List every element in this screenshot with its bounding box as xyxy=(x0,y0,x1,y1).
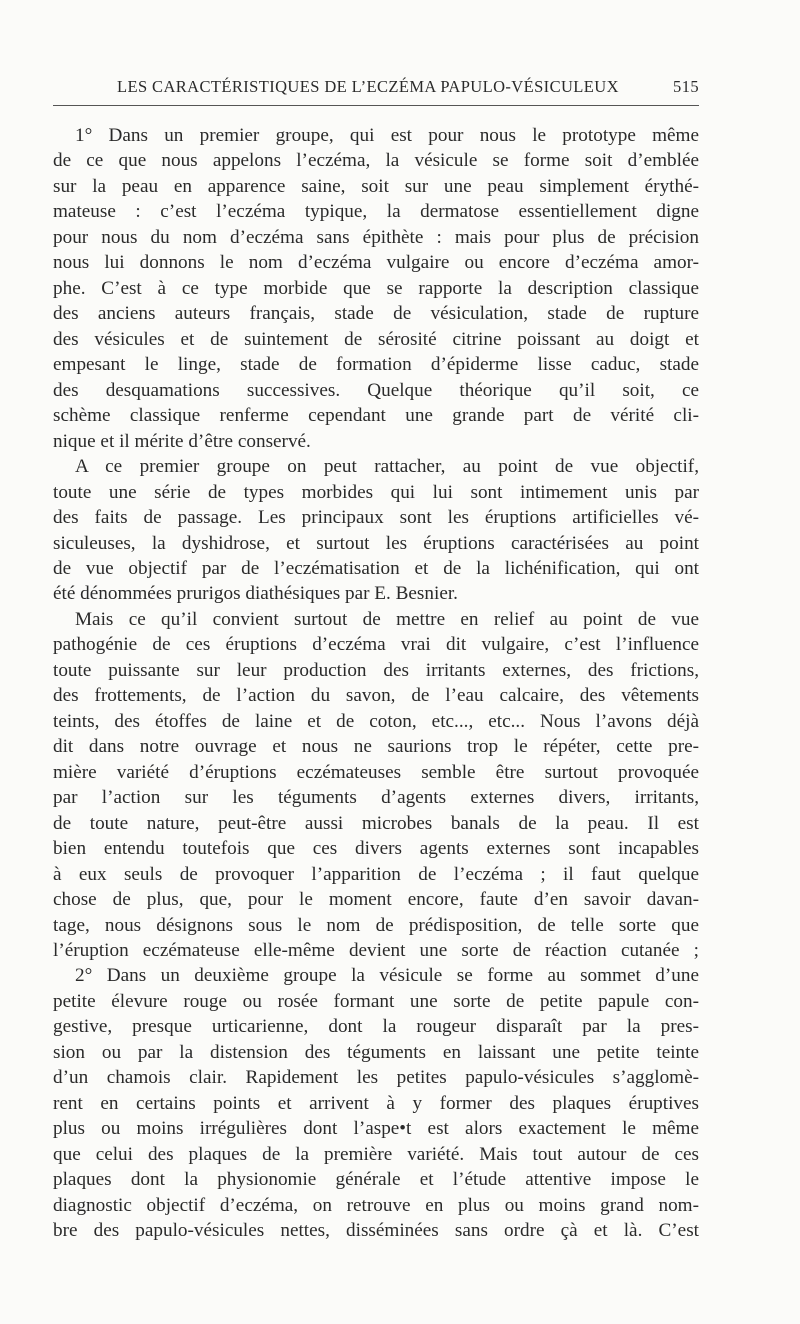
text-line: des frottements, de l’action du savon, de l’eau calcaire, des vêtements xyxy=(53,685,699,707)
text-line: empesant le linge, stade de formation d’épiderme lisse caduc, stade xyxy=(53,354,699,376)
text-line: des vésicules et de suintement de sérosité citrine poissant au doigt et xyxy=(53,328,699,350)
paragraph xyxy=(53,963,699,1243)
text-line: 1° Dans un premier groupe, qui est pour nous le prototype même xyxy=(75,125,699,146)
text-line: par l’action sur les téguments d’agents externes divers, irritants, xyxy=(53,787,699,809)
text-line: l’éruption eczémateuse elle-même devient une sorte de réaction cutanée ; xyxy=(53,940,699,961)
text-line: rent en certains points et arrivent à y former des plaques éruptives xyxy=(53,1092,699,1114)
header-rule xyxy=(53,105,699,106)
text-line: 2° Dans un deuxième groupe la vésicule se forme au sommet d’une xyxy=(75,965,699,987)
text-line: chose de plus, que, pour le moment encore, faute d’en savoir davan- xyxy=(53,889,699,911)
text-line: de ce que nous appelons l’eczéma, la vésicule se forme soit d’emblée xyxy=(53,150,699,172)
text-line: petite élevure rouge ou rosée formant une sorte de petite papule con- xyxy=(53,990,699,1012)
text-line: à eux seuls de provoquer l’apparition de l’eczéma ; il faut quelque xyxy=(53,863,699,885)
text-line: toute puissante sur leur production des irritants externes, des frictions, xyxy=(53,659,699,681)
running-title: LES CARACTÉRISTIQUES DE L’ECZÉMA PAPULO-VÉSICULEUX xyxy=(117,77,619,96)
text-line: diagnostic objectif d’eczéma, on retrouve en plus ou moins grand nom- xyxy=(53,1194,699,1216)
text-line: de vue objectif par de l’eczématisation et de la lichénification, qui ont xyxy=(53,557,699,579)
body-text xyxy=(53,123,699,1244)
text-line: toute une série de types morbides qui lui sont intimement unis par xyxy=(53,481,699,503)
text-line: de toute nature, peut-être aussi microbes banals de la peau. Il est xyxy=(53,812,699,834)
text-line: pathogénie de ces éruptions d’eczéma vrai dit vulgaire, c’est l’influence xyxy=(53,634,699,656)
text-line: nous lui donnons le nom d’eczéma vulgaire ou encore d’eczéma amor- xyxy=(53,252,699,274)
text-line: des anciens auteurs français, stade de vésiculation, stade de rupture xyxy=(53,303,699,325)
page-number: 515 xyxy=(673,77,699,96)
text-line: phe. C’est à ce type morbide que se rapporte la description classique xyxy=(53,277,699,299)
text-line: schème classique renferme cependant une grande part de vérité cli- xyxy=(53,405,699,427)
text-line: d’un chamois clair. Rapidement les petites papulo-vésicules s’agglomè- xyxy=(53,1067,699,1089)
paragraph xyxy=(53,607,699,964)
text-line: sion ou par la distension des téguments en laissant une petite teinte xyxy=(53,1041,699,1063)
text-line: que celui des plaques de la première variété. Mais tout autour de ces xyxy=(53,1143,699,1165)
text-line: dit dans notre ouvrage et nous ne saurions trop le répéter, cette pre- xyxy=(53,736,699,758)
text-line: des faits de passage. Les principaux sont les éruptions artificielles vé- xyxy=(53,507,699,529)
text-line: des desquamations successives. Quelque théorique qu’il soit, ce xyxy=(53,379,699,401)
text-line: nique et il mérite d’être conservé. xyxy=(53,430,311,452)
text-line: plus ou moins irrégulières dont l’aspe•t est alors exactement le même xyxy=(53,1118,699,1140)
text-line: Mais ce qu’il convient surtout de mettre en relief au point de vue xyxy=(75,608,699,630)
running-head xyxy=(53,72,699,102)
text-line: plaques dont la physionomie générale et l’étude attentive impose le xyxy=(53,1169,699,1191)
text-line: bien entendu toutefois que ces divers agents externes sont incapables xyxy=(53,838,699,860)
text-line: bre des papulo-vésicules nettes, disséminées sans ordre çà et là. C’est xyxy=(53,1220,699,1242)
paragraph xyxy=(53,454,699,607)
document-page xyxy=(53,72,699,1244)
text-line: A ce premier groupe on peut rattacher, au point de vue objectif, xyxy=(75,456,699,478)
text-line: gestive, presque urticarienne, dont la rougeur disparaît par la pres- xyxy=(53,1016,699,1038)
text-line: été dénommées prurigos diathésiques par E. Besnier. xyxy=(53,583,458,605)
paragraph xyxy=(53,123,699,454)
text-line: mateuse : c’est l’eczéma typique, la dermatose essentiellement digne xyxy=(53,201,699,223)
text-line: pour nous du nom d’eczéma sans épithète : mais pour plus de précision xyxy=(53,226,699,248)
text-line: teints, des étoffes de laine et de coton, etc..., etc... Nous l’avons déjà xyxy=(53,710,699,732)
text-line: siculeuses, la dyshidrose, et surtout les éruptions caractérisées au point xyxy=(53,532,699,554)
text-line: sur la peau en apparence saine, soit sur une peau simplement érythé- xyxy=(53,175,699,197)
text-line: tage, nous désignons sous le nom de prédisposition, de telle sorte que xyxy=(53,914,699,936)
text-line: mière variété d’éruptions eczémateuses semble être surtout provoquée xyxy=(53,761,699,783)
